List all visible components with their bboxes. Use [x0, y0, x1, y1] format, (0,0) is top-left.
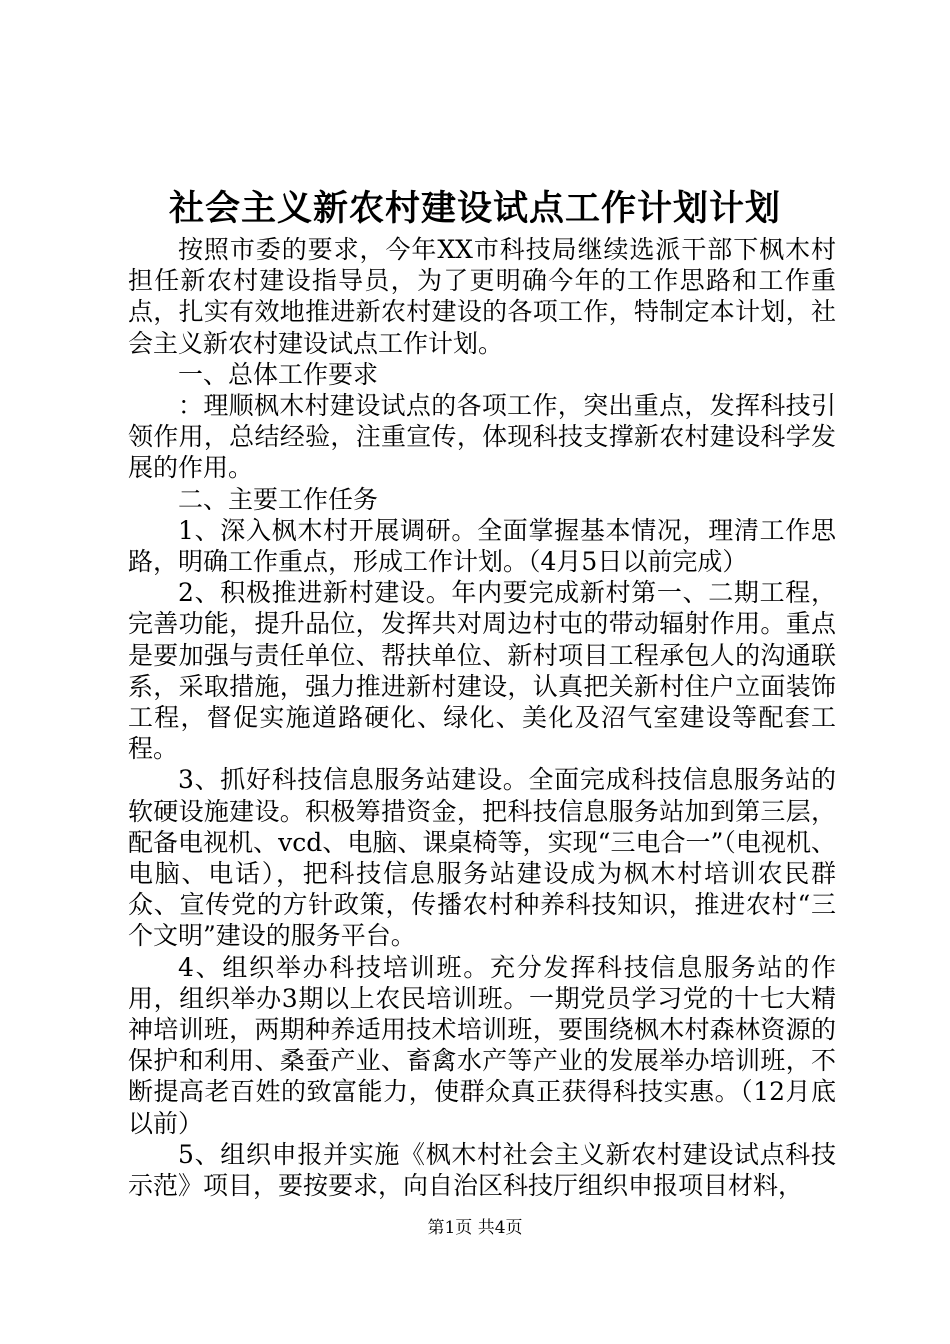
paragraph-task-1: 1、深入枫木村开展调研。全面掌握基本情况，理清工作思路，明确工作重点，形成工作计划。（4月5日以前完成） [128, 515, 836, 577]
paragraph-general-requirements: ：理顺枫木村建设试点的各项工作，突出重点，发挥科技引领作用，总结经验，注重宣传，体现科技支撑新农村建设科学发展的作用。 [128, 391, 836, 483]
document-title: 社会主义新农村建设试点工作计划计划 [168, 188, 781, 229]
paragraph-task-2: 2、积极推进新村建设。年内要完成新村第一、二期工程，完善功能，提升品位，发挥共对周边村屯的带动辐射作用。重点是要加强与责任单位、帮扶单位、新村项目工程承包人的沟通联系，采取措施，强力推进新村建设，认真把关新村住户立面装饰工程，督促实施道路硬化、绿化、美化及沼气室建设等配套工程。 [128, 578, 836, 764]
heading-general-requirements: 一、总体工作要求 [178, 359, 379, 389]
paragraph-intro: 按照市委的要求，今年XX市科技局继续选派干部下枫木村担任新农村建设指导员，为了更明确今年的工作思路和工作重点，扎实有效地推进新农村建设的各项工作，特制定本计划，社会主义新农村建设试点工作计划。 [128, 235, 836, 358]
page-footer: 第1页 共4页 [427, 1218, 523, 1238]
heading-main-tasks: 二、主要工作任务 [178, 484, 379, 514]
document-body [128, 234, 836, 1201]
paragraph-task-4: 4、组织举办科技培训班。充分发挥科技信息服务站的作用，组织举办3期以上农民培训班。一期党员学习党的十七大精神培训班，两期种养适用技术培训班，要围绕枫木村森林资源的保护和利用、桑蚕产业、畜禽水产等产业的发展举办培训班，不断提高老百姓的致富能力，使群众真正获得科技实惠。（12月底以前） [128, 952, 836, 1138]
paragraph-task-5: 5、组织申报并实施《枫木村社会主义新农村建设试点科技示范》项目，要按要求，向自治区科技厅组织申报项目材料， [128, 1139, 836, 1201]
paragraph-task-3: 3、抓好科技信息服务站建设。全面完成科技信息服务站的软硬设施建设。积极筹措资金，把科技信息服务站加到第三层，配备电视机、vcd、电脑、课桌椅等，实现“三电合一”（电视机、电脑、电话），把科技信息服务站建设成为枫木村培训农民群众、宣传党的方针政策，传播农村种养科技知识，推进农村“三个文明”建设的服务平台。 [128, 765, 836, 951]
